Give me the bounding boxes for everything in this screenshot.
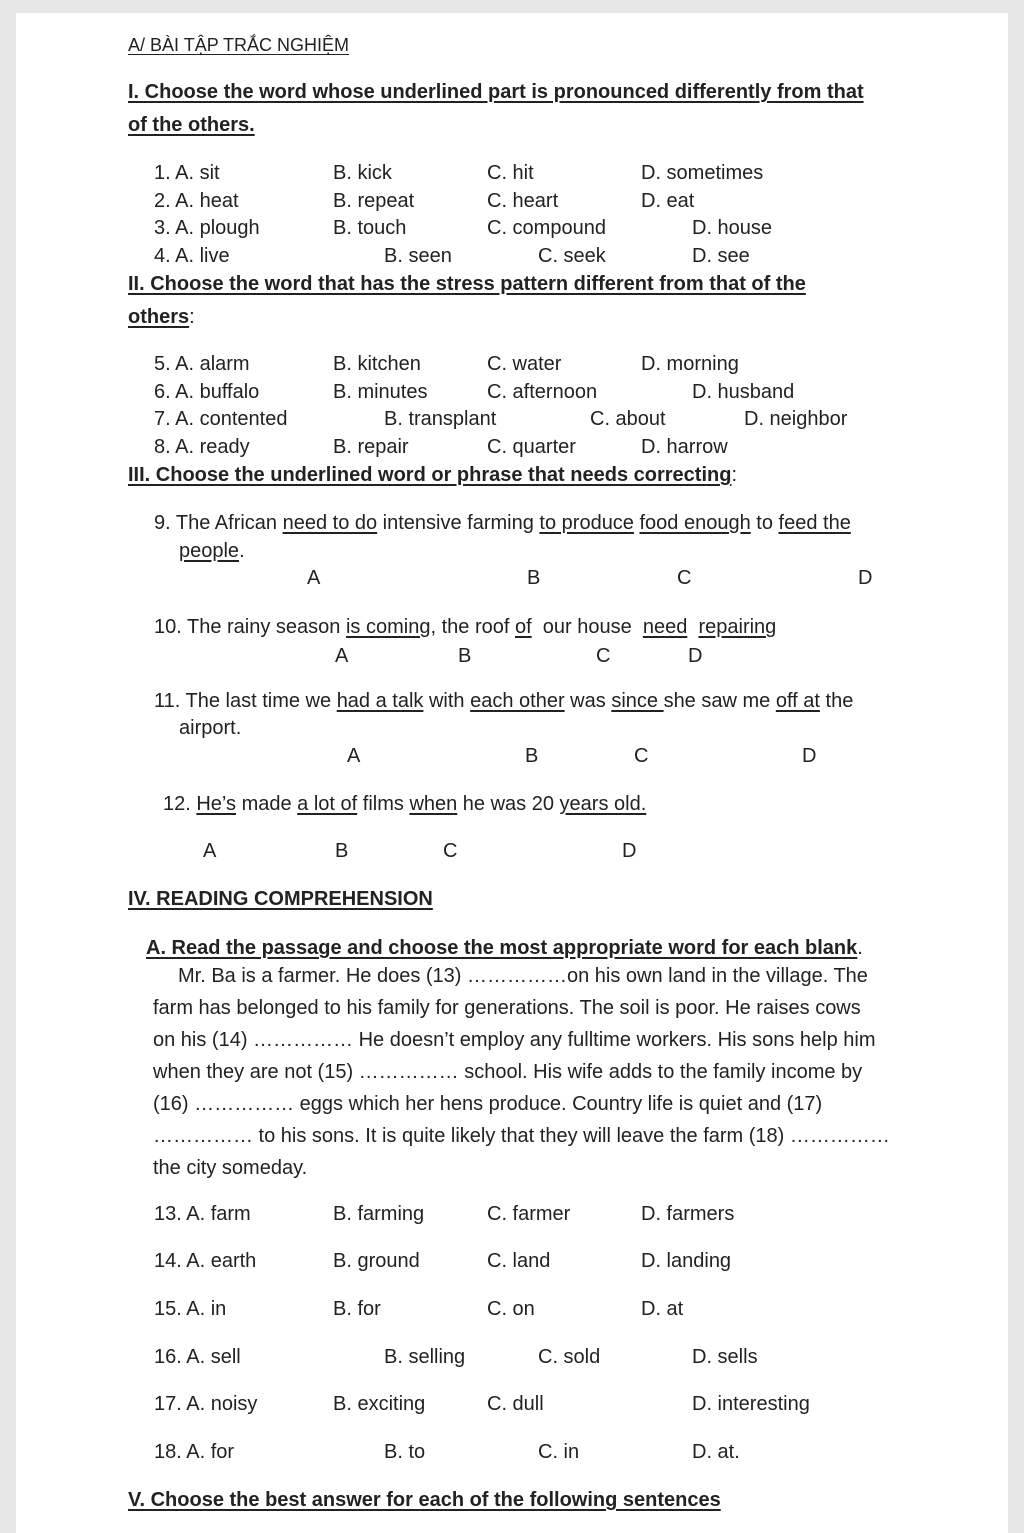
q17-option-a: 17. A. noisy [154,1393,258,1415]
section-2-heading-cont-text: others [128,306,190,328]
q9-text: to [750,512,779,534]
passage-line: on his (14) …………… He doesn’t employ any fulltime workers. His sons help him [153,1029,876,1051]
q5-option-d: D. morning [641,353,739,375]
q4-option-a: 4. A. live [154,245,230,267]
section-2-heading-cont [128,305,195,329]
q16-option-c: C. sold [538,1346,601,1368]
q2-option-b: B. repeat [333,190,415,212]
passage-line-text: Mr. Ba is a farmer. He does (13) ……………on his own land in the village. The [178,965,868,987]
reading-passage [153,960,897,1184]
q16-option-b: B. selling [384,1346,466,1368]
q12-part-d: years old. [559,793,647,815]
q11-text: the [819,690,854,712]
q7-option-c: C. about [590,408,666,430]
q7-option-b: B. transplant [384,408,497,430]
passage-line: when they are not (15) …………… school. His wife adds to the family income by [153,1061,863,1083]
q16-option-d: D. sells [692,1346,758,1368]
q17-option-c: C. dull [487,1393,544,1415]
q14-option-a: 14. A. earth [154,1250,257,1272]
q10-label-a: A [335,645,349,667]
q11-text: with [423,690,471,712]
passage-line: the city someday. [153,1157,308,1179]
q2-option-c: C. heart [487,190,559,212]
q9-part-c: food enough [639,512,751,534]
q15-option-b: B. for [333,1298,381,1320]
q1-option-a: 1. A. sit [154,162,220,184]
q12-part-a: He’s [196,793,237,815]
section-4-heading: IV. READING COMPREHENSION [128,888,433,910]
q18-option-d: D. at. [692,1441,740,1463]
q9-part-d: feed the [778,512,851,534]
q11-part-c: since [611,690,664,712]
q10-text: 10. The rainy season [154,616,346,638]
q5-option-a: 5. A. alarm [154,353,250,375]
q14-option-c: C. land [487,1250,551,1272]
q6-option-d: D. husband [692,381,795,403]
q5-option-b: B. kitchen [333,353,421,375]
q10-label-b: B [458,645,472,667]
section-1-heading-cont: of the others. [128,114,255,136]
passage-line [153,960,897,992]
q5-option-c: C. water [487,353,562,375]
section-3-heading [128,463,737,487]
q15-option-d: D. at [641,1298,684,1320]
q18-option-a: 18. A. for [154,1441,235,1463]
q12-text: 12. [163,793,197,815]
q13-option-c: C. farmer [487,1203,571,1225]
q17-option-d: D. interesting [692,1393,810,1415]
q10-part-c: need [642,616,688,638]
q11-sentence [154,689,853,713]
q7-option-d: D. neighbor [744,408,848,430]
q4-option-c: C. seek [538,245,606,267]
section-3-colon: : [731,464,737,486]
q12-part-c: when [409,793,458,815]
q18-option-b: B. to [384,1441,426,1463]
q13-option-a: 13. A. farm [154,1203,251,1225]
q9-part-a: need to do [282,512,378,534]
q9-label-d: D [858,567,873,589]
q12-label-d: D [622,840,637,862]
passage-line: …………… to his sons. It is quite likely that they will leave the farm (18) …………… [153,1125,890,1147]
section-1-heading: I. Choose the word whose underlined part is pronounced differently from that [128,81,864,103]
q16-option-a: 16. A. sell [154,1346,241,1368]
q11-sentence-cont: airport. [179,717,242,739]
q13-option-d: D. farmers [641,1203,735,1225]
q17-option-b: B. exciting [333,1393,426,1415]
q3-option-a: 3. A. plough [154,217,260,239]
q12-sentence [163,792,646,816]
q12-label-c: C [443,840,458,862]
q10-label-c: C [596,645,611,667]
q10-text [687,616,698,638]
q4-option-b: B. seen [384,245,452,267]
q8-option-c: C. quarter [487,436,576,458]
q11-text: 11. The last time we [154,690,337,712]
q9-sentence [154,511,851,535]
q2-option-d: D. eat [641,190,695,212]
q13-option-b: B. farming [333,1203,425,1225]
q3-option-b: B. touch [333,217,407,239]
q3-option-d: D. house [692,217,773,239]
q11-label-d: D [802,745,817,767]
passage-line: farm has belonged to his family for generations. The soil is poor. He raises cows [153,997,861,1019]
q12-label-b: B [335,840,349,862]
section-2-colon: : [189,306,195,328]
q11-label-b: B [525,745,539,767]
q10-part-b: of [514,616,532,638]
q11-label-c: C [634,745,649,767]
q3-option-c: C. compound [487,217,606,239]
q10-label-d: D [688,645,703,667]
q11-text: was [564,690,612,712]
q9-text: intensive farming [377,512,540,534]
section-5-heading: V. Choose the best answer for each of the following sentences [128,1489,721,1511]
q15-option-c: C. on [487,1298,535,1320]
q8-option-d: D. harrow [641,436,728,458]
q14-option-b: B. ground [333,1250,420,1272]
section-4a-heading [146,936,863,960]
q18-option-c: C. in [538,1441,580,1463]
q9-label-a: A [307,567,321,589]
passage-line: (16) …………… eggs which her hens produce. Country life is quiet and (17) [153,1093,823,1115]
q11-part-d: off at [775,690,820,712]
q1-option-d: D. sometimes [641,162,764,184]
q1-option-c: C. hit [487,162,534,184]
section-3-heading-text: III. Choose the underlined word or phrase that needs correcting [128,464,732,486]
q9-part-b: to produce [539,512,634,534]
q10-part-d: repairing [698,616,777,638]
q8-option-b: B. repair [333,436,409,458]
q9-label-b: B [527,567,541,589]
q9-text: 9. The African [154,512,283,534]
q2-option-a: 2. A. heat [154,190,239,212]
section-2-heading [128,272,806,296]
section-4a-period: . [857,937,863,959]
q7-option-a: 7. A. contented [154,408,288,430]
q10-part-a: is coming [345,616,431,638]
q9-label-c: C [677,567,692,589]
q12-text: made [236,793,298,815]
q10-text: our house [531,616,643,638]
q15-option-a: 15. A. in [154,1298,227,1320]
q10-text: , the roof [430,616,515,638]
page-title: A/ BÀI TẬP TRẮC NGHIỆM [128,35,350,55]
section-4a-heading-text: A. Read the passage and choose the most appropriate word for each blank [146,937,858,959]
q12-text: he was 20 [457,793,560,815]
q14-option-d: D. landing [641,1250,732,1272]
q11-part-a: had a talk [336,690,424,712]
q12-part-b: a lot of [297,793,358,815]
q9-part-d-cont: people [179,540,240,562]
q1-option-b: B. kick [333,162,392,184]
q9-period: . [239,540,245,562]
q9-sentence-cont [179,539,245,563]
section-2-heading-text: II. Choose the word that has the stress pattern different from that of the [128,273,806,295]
q6-option-b: B. minutes [333,381,428,403]
q11-label-a: A [347,745,361,767]
q12-text: films [357,793,410,815]
q6-option-a: 6. A. buffalo [154,381,260,403]
q11-part-b: each other [470,690,565,712]
q8-option-a: 8. A. ready [154,436,250,458]
q12-label-a: A [203,840,217,862]
q11-text: she saw me [663,690,776,712]
q6-option-c: C. afternoon [487,381,598,403]
q10-sentence [154,615,776,639]
q4-option-d: D. see [692,245,750,267]
